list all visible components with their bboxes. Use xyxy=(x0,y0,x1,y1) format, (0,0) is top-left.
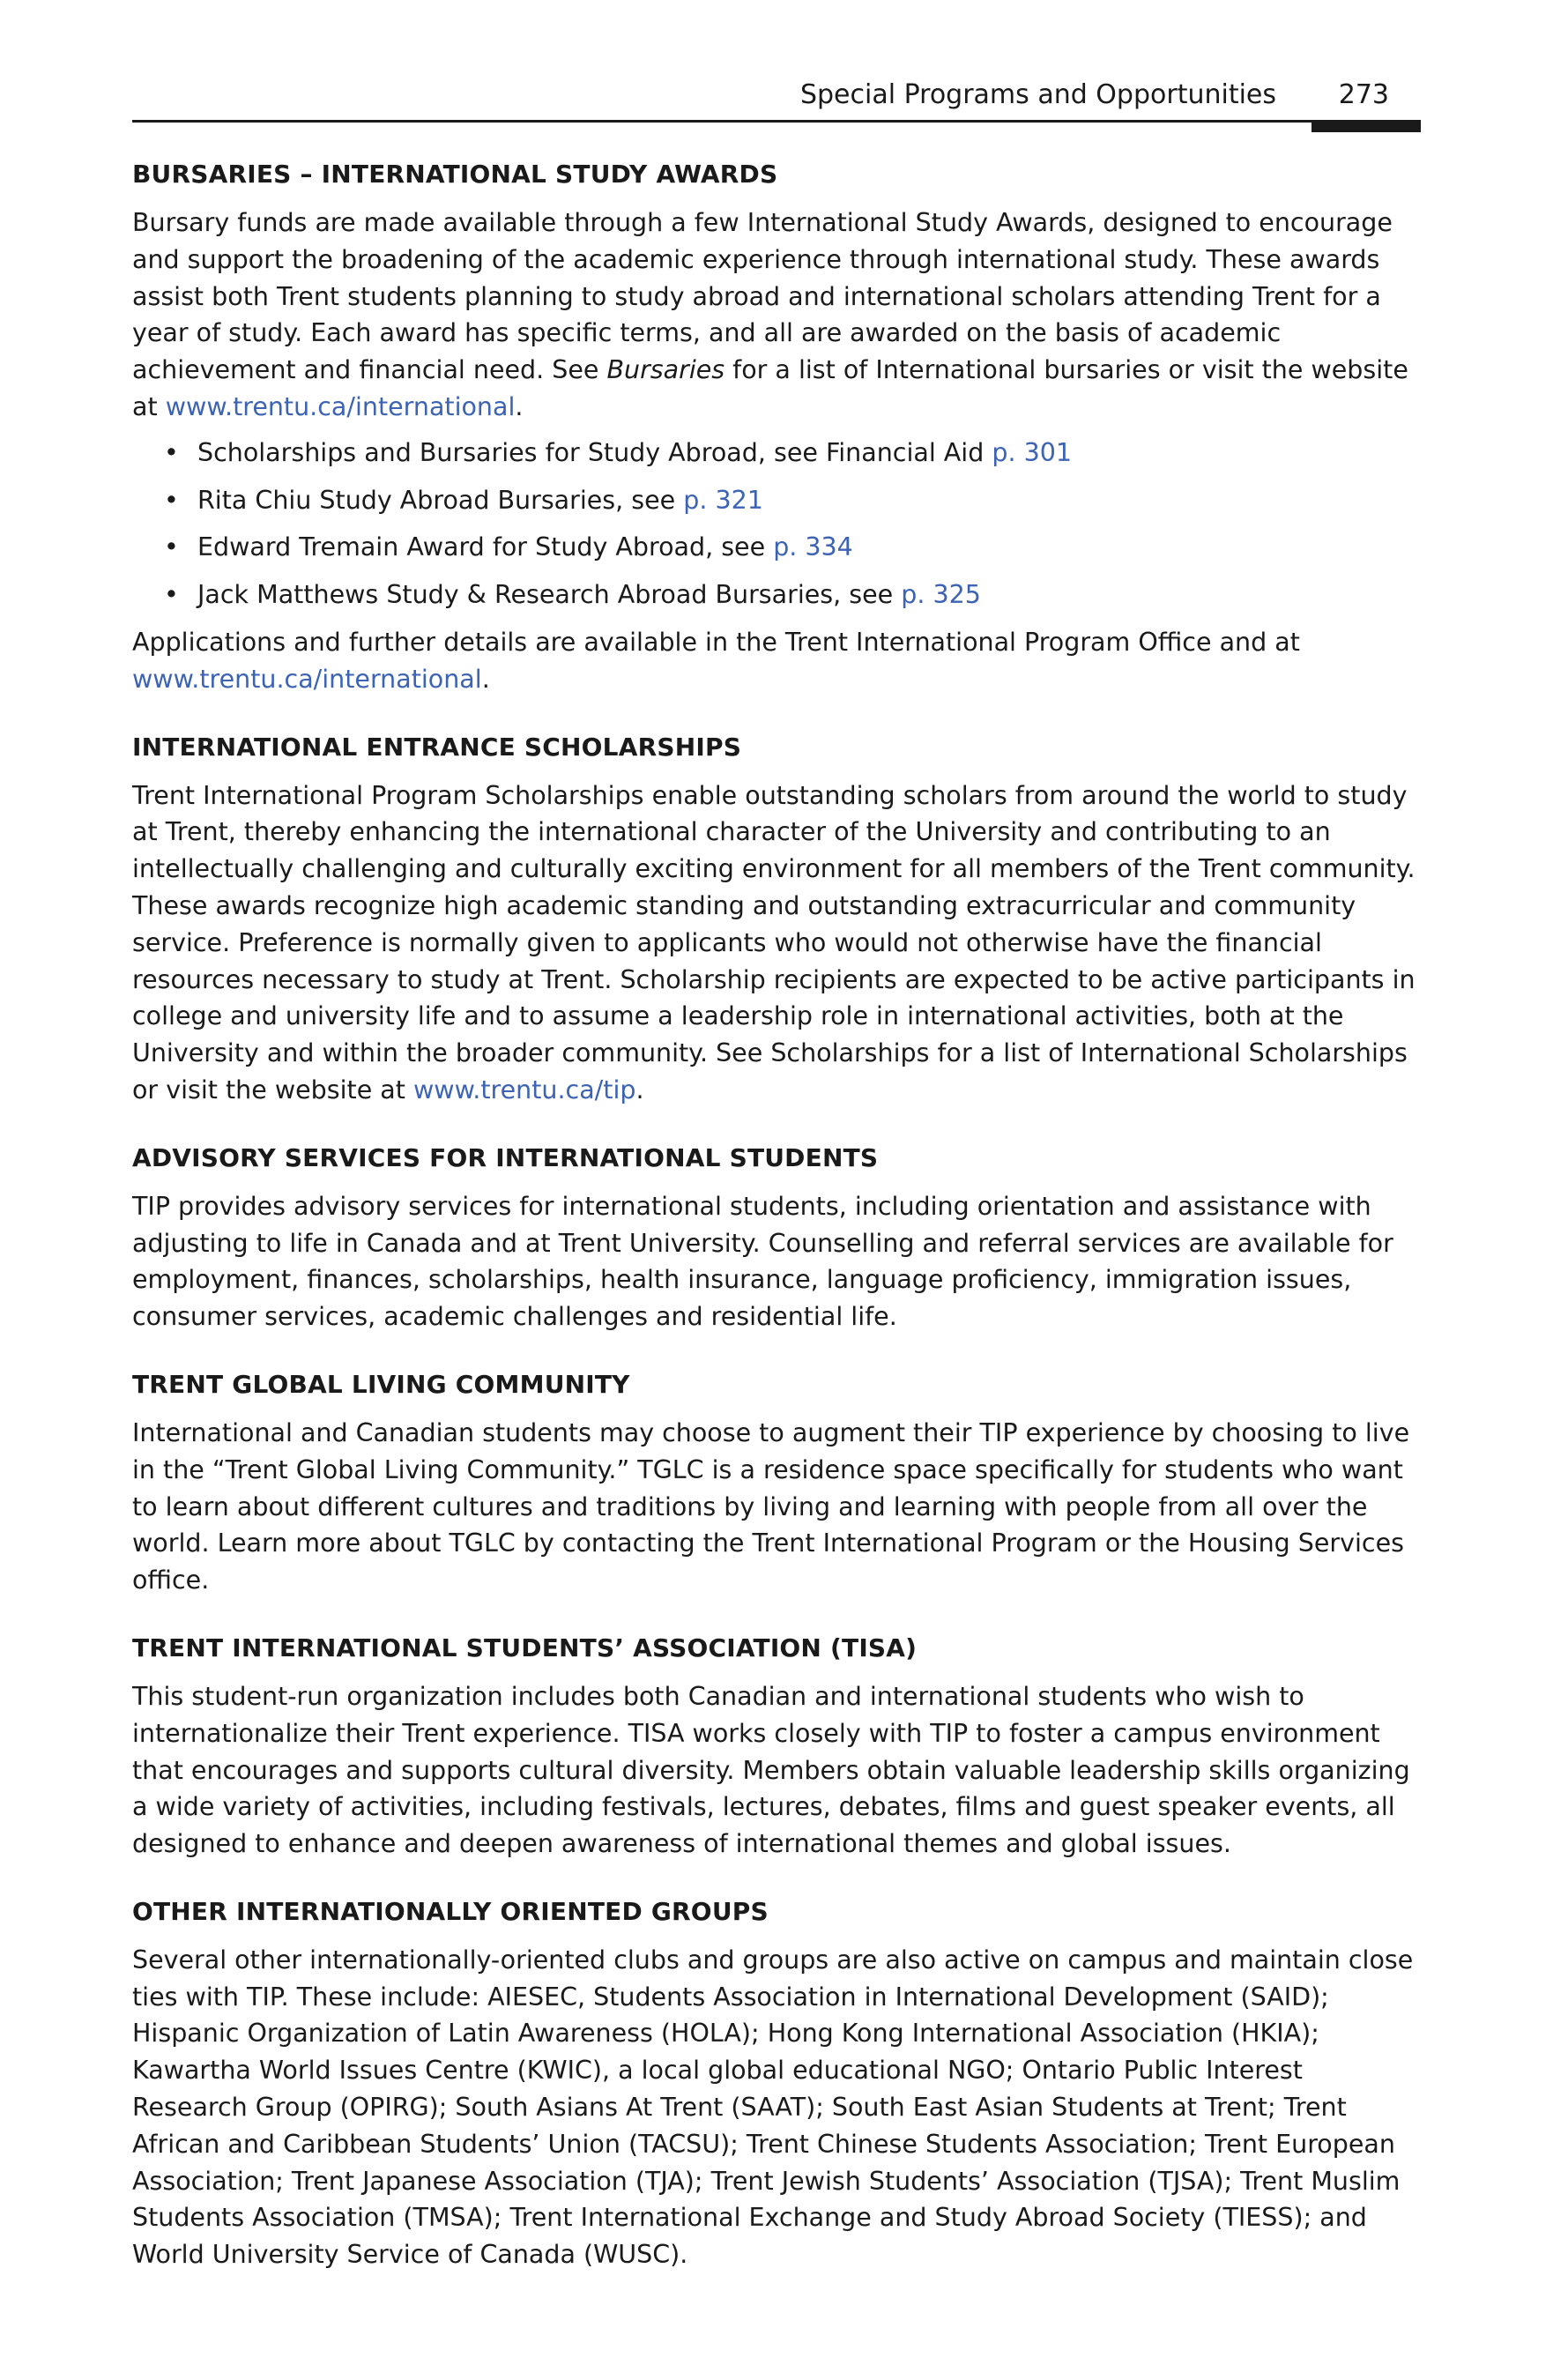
section-bursaries xyxy=(132,157,1421,698)
text-run: Trent International Program Scholarships enable outstanding scholars from around the world to study at Trent, thereby enhancing the international character of the University and contributing to an intellectually challenging and culturally exciting environment for all members of the Trent community. These awards recognize high academic standing and outstanding extracurricular and community service. Preference is normally given to applicants who would not otherwise have the financial resources necessary to study at Trent. Scholarship recipients are expected to be active participants in college and university life and to assume a leadership role in international activities, both at the University and within the broader community. See Scholarships for a list of International Scholarships or visit the website at xyxy=(132,780,1416,1104)
text-run: Bursary funds are made available through a few International Study Awards, designed to encourage and support the broadening of the academic experience through international study. These awards assist both Trent students planning to study abroad and international scholars attending Trent for a year of study. Each award has specific terms, and all are awarded on the basis of academic achievement and financial need. See xyxy=(132,208,1393,385)
header-thumb-tab xyxy=(1312,120,1421,132)
tip-link[interactable]: www.trentu.ca/tip xyxy=(413,1075,636,1104)
international-link[interactable]: www.trentu.ca/international xyxy=(132,664,482,694)
page-header xyxy=(132,78,1421,127)
section-heading: INTERNATIONAL ENTRANCE SCHOLARSHIPS xyxy=(132,732,742,762)
list-item-text: Scholarships and Bursaries for Study Abroad, see Financial Aid xyxy=(197,437,992,467)
section-other-groups xyxy=(132,1894,1421,2273)
section-tisa xyxy=(132,1631,1421,1863)
text-run: . xyxy=(515,391,524,421)
text-run: . xyxy=(635,1075,644,1104)
header-rule xyxy=(132,120,1421,123)
text-run: . xyxy=(481,664,490,694)
paragraph xyxy=(132,205,1421,426)
emphasis-bursaries: Bursaries xyxy=(606,355,725,385)
paragraph: TIP provides advisory services for international students, including orientation and assistance with adjusting to life in Canada and at Trent University. Counselling and referral services are available for employment, finances, scholarships, health insurance, language proficiency, immigration issues, consumer services, academic challenges and residential life. xyxy=(132,1191,1393,1332)
page-reference-link[interactable]: p. 325 xyxy=(901,580,981,610)
section-heading: TRENT INTERNATIONAL STUDENTS’ ASSOCIATION (TISA) xyxy=(132,1633,918,1662)
section-heading: TRENT GLOBAL LIVING COMMUNITY xyxy=(132,1369,630,1399)
list-item xyxy=(132,529,1421,566)
paragraph xyxy=(132,624,1421,698)
list-item-text: Jack Matthews Study & Research Abroad Bursaries, see xyxy=(197,580,902,610)
section-entrance-scholarships xyxy=(132,730,1421,1109)
section-advisory-services xyxy=(132,1141,1421,1335)
section-global-living xyxy=(132,1367,1421,1599)
list-item xyxy=(132,576,1421,614)
list-item-text: Rita Chiu Study Abroad Bursaries, see xyxy=(197,485,684,515)
page-reference-link[interactable]: p. 334 xyxy=(773,532,853,562)
paragraph: International and Canadian students may choose to augment their TIP experience by choosing to live in the “Trent Global Living Community.” TGLC is a residence space specifically for students who want to learn about different cultures and traditions by living and learning with people from all over the world. Learn more about TGLC by contacting the Trent International Program or the Housing Services office. xyxy=(132,1417,1410,1595)
text-run: for a list of International bursaries or visit the website at xyxy=(132,355,1408,421)
paragraph: Several other internationally-oriented clubs and groups are also active on campus and maintain close ties with TIP. These include: AIESEC, Students Association in International Development (SAID); Hispanic Organization of Latin Awareness (HOLA); Hong Kong International Association (HKIA); Kawartha World Issues Centre (KWIC), a local global educational NGO; Ontario Public Interest Research Group (OPIRG); South Asians At Trent (SAAT); South East Asian Students at Trent; Trent African and Caribbean Students’ Union (TACSU); Trent Chinese Students Association; Trent European Association; Trent Japanese Association (TJA); Trent Jewish Students’ Association (TJSA); Trent Muslim Students Association (TMSA); Trent International Exchange and Study Abroad Society (TIESS); and World University Service of Canada (WUSC). xyxy=(132,1945,1414,2270)
list-item xyxy=(132,482,1421,519)
running-title: Special Programs and Opportunities xyxy=(799,79,1276,110)
list-item-text: Edward Tremain Award for Study Abroad, see xyxy=(197,532,774,562)
page-number: 273 xyxy=(1338,79,1389,110)
page-reference-link[interactable]: p. 321 xyxy=(683,485,763,515)
section-heading: ADVISORY SERVICES FOR INTERNATIONAL STUDENTS xyxy=(132,1142,879,1172)
paragraph xyxy=(132,777,1421,1109)
award-list xyxy=(132,435,1421,614)
paragraph: This student-run organization includes both Canadian and international students who wish to internationalize their Trent experience. TISA works closely with TIP to foster a campus environment that encourages and supports cultural diversity. Members obtain valuable leadership skills organizing a wide variety of activities, including festivals, lectures, debates, films and guest speaker events, all designed to enhance and deepen awareness of international themes and global issues. xyxy=(132,1681,1410,1859)
section-heading: BURSARIES – INTERNATIONAL STUDY AWARDS xyxy=(132,160,778,189)
list-item xyxy=(132,435,1421,472)
international-link[interactable]: www.trentu.ca/international xyxy=(165,391,516,421)
page-content xyxy=(132,157,1421,2305)
page-reference-link[interactable]: p. 301 xyxy=(992,437,1072,467)
section-heading: OTHER INTERNATIONALLY ORIENTED GROUPS xyxy=(132,1896,769,1926)
text-run: Applications and further details are available in the Trent International Program Office and at xyxy=(132,627,1300,657)
